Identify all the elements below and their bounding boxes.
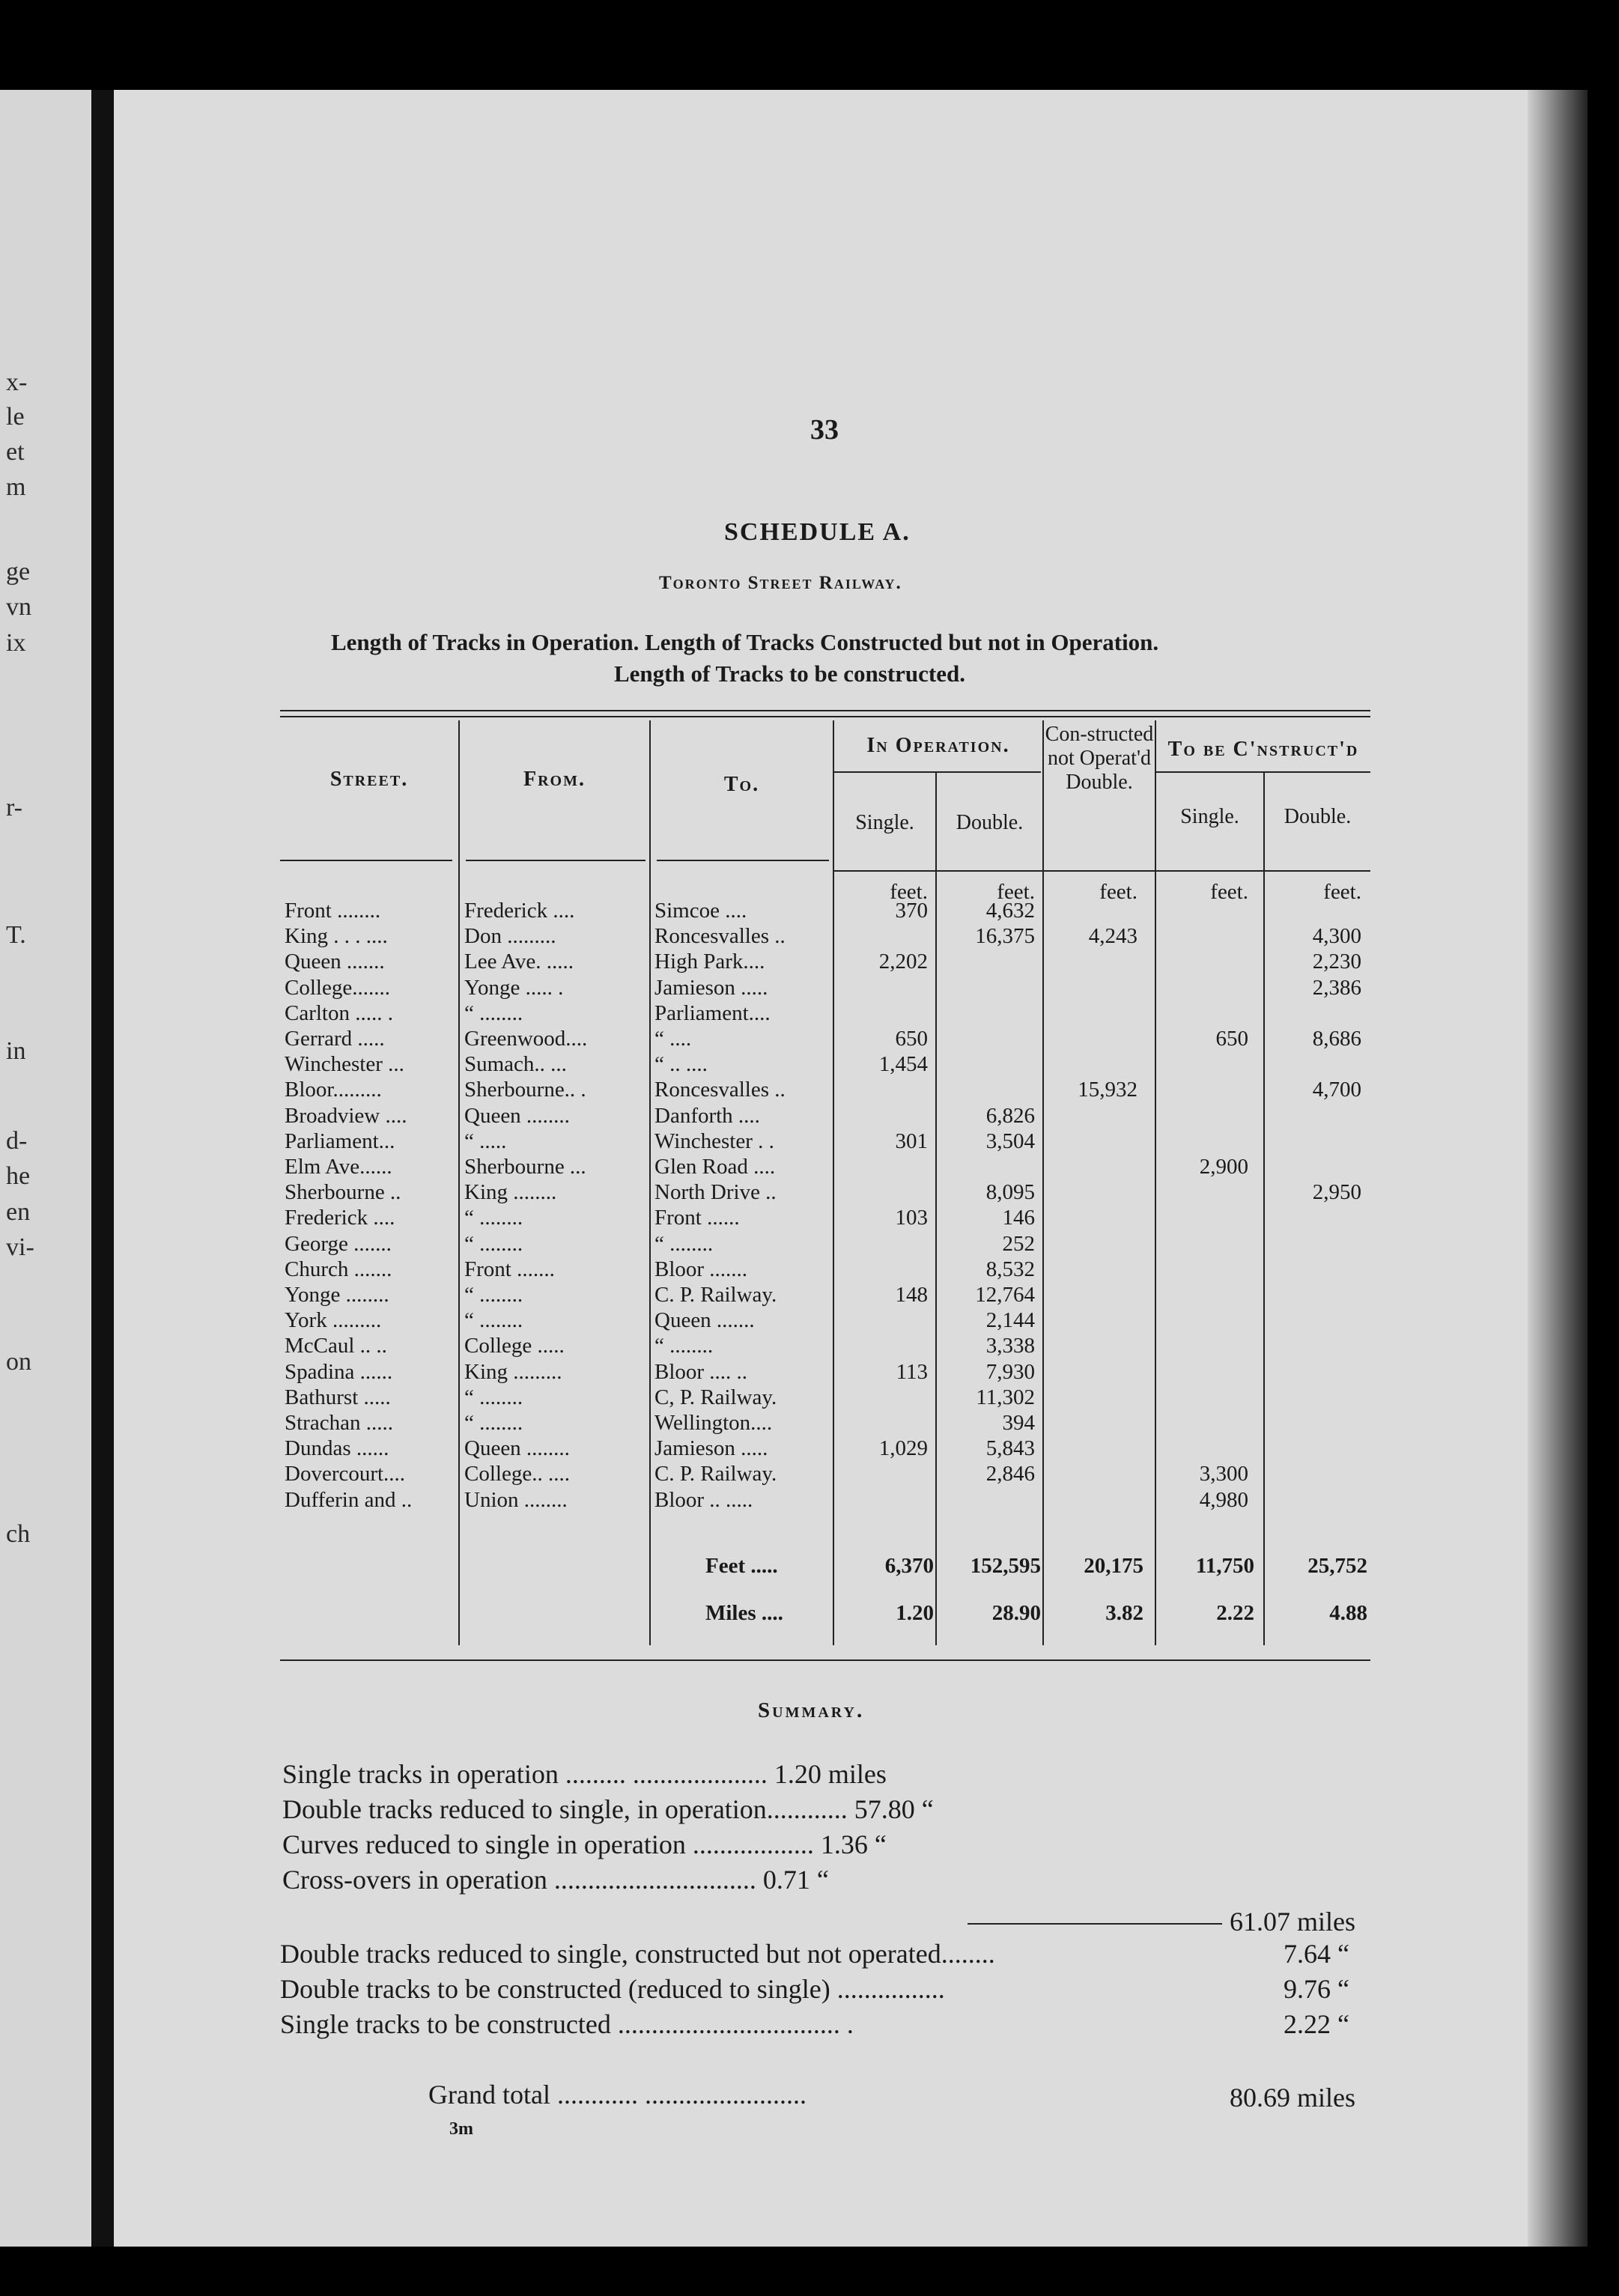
header-underline xyxy=(834,870,1370,872)
summary-line: Single tracks to be constructed ................................. . xyxy=(280,2009,854,2039)
cell-from: College ..... xyxy=(464,1334,565,1358)
cell-street: York ......... xyxy=(285,1308,382,1333)
header-from: From. xyxy=(523,768,586,791)
cell-single: 113 xyxy=(896,1359,928,1384)
cell-double: 3,504 xyxy=(985,1129,1035,1153)
cell-double: 252 xyxy=(1002,1231,1035,1256)
total-tb-double: 4.88 xyxy=(1329,1601,1367,1625)
cell-single: 1,454 xyxy=(878,1052,928,1077)
cell-constructed: 4,243 xyxy=(1088,924,1137,949)
header-underline xyxy=(657,860,829,861)
signature-mark: 3m xyxy=(449,2119,473,2139)
cell-from: Front ....... xyxy=(464,1257,555,1281)
cell-street: Church ....... xyxy=(285,1257,392,1281)
cell-double: 146 xyxy=(1002,1206,1035,1230)
table-top-rule xyxy=(280,710,1370,711)
facing-page-fragment: x- xyxy=(6,368,28,396)
cell-tb-single: 650 xyxy=(1215,1027,1248,1051)
unit-feet: feet. xyxy=(997,880,1035,904)
cell-tb-single: 4,980 xyxy=(1199,1487,1248,1512)
cell-single: 650 xyxy=(895,1027,928,1051)
summary-value: 7.64 “ xyxy=(1284,1939,1349,1969)
header-underline xyxy=(466,860,646,861)
cell-to: Bloor .... .. xyxy=(654,1359,748,1384)
cell-double: 394 xyxy=(1002,1411,1035,1435)
summary-line: Single tracks in operation ......... .................... 1.20 miles xyxy=(282,1759,887,1789)
cell-single: 103 xyxy=(895,1206,928,1230)
cell-from: “ ........ xyxy=(464,1206,523,1230)
cell-to: Winchester . . xyxy=(654,1129,774,1153)
facing-page-fragment: vn xyxy=(6,593,31,621)
cell-street: Carlton ..... . xyxy=(285,1000,393,1025)
cell-from: “ ........ xyxy=(464,1283,523,1307)
cell-from: “ ........ xyxy=(464,1385,523,1409)
cell-from: King ......... xyxy=(464,1359,562,1384)
cell-to: C. P. Railway. xyxy=(654,1283,777,1307)
cell-from: “ ........ xyxy=(464,1308,523,1333)
grand-total-value: 80.69 miles xyxy=(1230,2083,1355,2113)
summary-line: Curves reduced to single in operation .................. 1.36 “ xyxy=(282,1829,887,1859)
header-underline xyxy=(280,860,452,861)
cell-tb-double: 4,300 xyxy=(1312,924,1361,949)
cell-from: Sumach.. ... xyxy=(464,1052,567,1077)
cell-tb-double: 8,686 xyxy=(1312,1027,1361,1051)
cell-single: 1,029 xyxy=(878,1436,928,1461)
cell-from: Yonge ..... . xyxy=(464,975,564,1000)
cell-constructed: 15,932 xyxy=(1078,1078,1137,1102)
cell-to: “ ........ xyxy=(654,1334,714,1358)
cell-from: Queen ........ xyxy=(464,1436,570,1461)
cell-double: 8,095 xyxy=(985,1180,1035,1205)
header-to: To. xyxy=(723,773,760,796)
cell-double: 16,375 xyxy=(975,924,1035,949)
cell-to: Wellington.... xyxy=(654,1411,773,1435)
cell-single: 370 xyxy=(895,899,928,923)
cell-from: Queen ........ xyxy=(464,1103,570,1128)
header-single: Single. xyxy=(855,811,914,834)
cell-from: Sherbourne ... xyxy=(464,1155,586,1179)
summary-value: 9.76 “ xyxy=(1284,1974,1349,2004)
cell-to: Bloor .. ..... xyxy=(654,1487,753,1512)
cell-double: 8,532 xyxy=(985,1257,1035,1281)
total-constructed: 3.82 xyxy=(1105,1601,1143,1625)
cell-to: “ .... xyxy=(654,1027,692,1051)
cell-double: 7,930 xyxy=(985,1359,1035,1384)
facing-page-fragment: T. xyxy=(6,921,26,949)
cell-double: 5,843 xyxy=(985,1436,1035,1461)
cell-tb-double: 2,386 xyxy=(1312,975,1361,1000)
binding-gutter xyxy=(91,90,114,2247)
cell-to: Danforth .... xyxy=(654,1103,760,1128)
header-to-be-constructed: To be C'nstruct'd xyxy=(1167,738,1359,761)
facing-page-fragment: le xyxy=(6,403,25,431)
cell-double: 2,144 xyxy=(985,1308,1035,1333)
cell-from: “ ..... xyxy=(464,1129,507,1153)
summary-subtotal: 61.07 miles xyxy=(1230,1907,1355,1937)
unit-feet: feet. xyxy=(1099,880,1137,904)
subtotal-rule xyxy=(968,1923,1222,1925)
column-divider xyxy=(1042,720,1044,1645)
cell-to: C, P. Railway. xyxy=(654,1385,777,1409)
header-subrule xyxy=(1156,771,1370,773)
summary-line: Double tracks reduced to single, constructed but not operated........ xyxy=(280,1939,995,1969)
column-divider xyxy=(649,720,651,1645)
facing-page-fragment: he xyxy=(6,1162,31,1190)
cell-street: Elm Ave...... xyxy=(285,1155,392,1179)
cell-tb-double: 4,700 xyxy=(1312,1078,1361,1102)
cell-from: Lee Ave. ..... xyxy=(464,950,574,974)
cell-from: Don ......... xyxy=(464,924,556,949)
cell-to: North Drive .. xyxy=(654,1180,777,1205)
cell-street: Strachan ..... xyxy=(285,1411,393,1435)
cell-street: Front ........ xyxy=(285,899,381,923)
description-line-1: Length of Tracks in Operation. Length of Tracks Constructed but not in Operation. xyxy=(331,629,1159,655)
facing-page-fragment: ge xyxy=(6,558,31,586)
facing-page-edge xyxy=(0,90,91,2247)
cell-street: Bloor......... xyxy=(285,1078,382,1102)
column-divider xyxy=(458,720,460,1645)
unit-feet: feet. xyxy=(1323,880,1361,904)
cell-tb-double: 2,950 xyxy=(1312,1180,1361,1205)
cell-from: Greenwood.... xyxy=(464,1027,588,1051)
cell-street: King . . . .... xyxy=(285,924,388,949)
cell-to: “ ........ xyxy=(654,1231,714,1256)
cell-to: Roncesvalles .. xyxy=(654,1078,786,1102)
facing-page-fragment: et xyxy=(6,438,25,466)
cell-from: “ ........ xyxy=(464,1411,523,1435)
cell-street: McCaul .. .. xyxy=(285,1334,387,1358)
cell-street: Spadina ...... xyxy=(285,1359,393,1384)
header-constructed: Con-structed not Operat'd Double. xyxy=(1045,723,1154,794)
cell-from: College.. .... xyxy=(464,1462,570,1486)
header-tb-single: Single. xyxy=(1180,805,1239,828)
summary-value: 2.22 “ xyxy=(1284,2009,1349,2039)
cell-street: Gerrard ..... xyxy=(285,1027,385,1051)
cell-to: Bloor ....... xyxy=(654,1257,748,1281)
cell-to: Jamieson ..... xyxy=(654,975,768,1000)
cell-street: Parliament... xyxy=(285,1129,395,1153)
header-in-operation: In Operation. xyxy=(866,734,1010,757)
table-bottom-rule xyxy=(280,1659,1370,1661)
facing-page-fragment: ch xyxy=(6,1520,31,1548)
facing-page-fragment: in xyxy=(6,1037,26,1065)
cell-double: 6,826 xyxy=(985,1103,1035,1128)
total-tb-single: 2.22 xyxy=(1216,1601,1254,1625)
header-subrule xyxy=(834,771,1041,773)
summary-line: Double tracks reduced to single, in operation............ 57.80 “ xyxy=(282,1794,934,1824)
cell-single: 148 xyxy=(895,1283,928,1307)
cell-street: Queen ....... xyxy=(285,950,385,974)
page-edge-shadow xyxy=(1528,90,1588,2247)
facing-page-fragment: r- xyxy=(6,794,22,821)
cell-street: Winchester ... xyxy=(285,1052,404,1077)
unit-feet: feet. xyxy=(1210,880,1248,904)
totals-label: Feet ..... xyxy=(705,1554,778,1578)
header-street: Street. xyxy=(329,768,409,791)
column-divider xyxy=(833,720,834,1645)
cell-single: 2,202 xyxy=(878,950,928,974)
cell-to: Queen ....... xyxy=(654,1308,755,1333)
facing-page-fragment: ix xyxy=(6,629,26,657)
schedule-title: SCHEDULE A. xyxy=(724,518,911,546)
facing-page-fragment: on xyxy=(6,1348,31,1376)
cell-from: Union ........ xyxy=(464,1487,568,1512)
cell-from: King ........ xyxy=(464,1180,557,1205)
cell-to: Jamieson ..... xyxy=(654,1436,768,1461)
cell-double: 4,632 xyxy=(985,899,1035,923)
facing-page-fragment: d- xyxy=(6,1127,28,1155)
page-number: 33 xyxy=(810,414,839,446)
total-single: 6,370 xyxy=(884,1554,934,1578)
totals-label: Miles .... xyxy=(705,1601,783,1625)
total-tb-double: 25,752 xyxy=(1307,1554,1367,1578)
cell-tb-double: 2,230 xyxy=(1312,950,1361,974)
cell-from: “ ........ xyxy=(464,1231,523,1256)
cell-single: 301 xyxy=(895,1129,928,1153)
cell-double: 12,764 xyxy=(975,1283,1035,1307)
cell-street: Sherbourne .. xyxy=(285,1180,401,1205)
header-double: Double. xyxy=(956,811,1024,834)
description-line-2: Length of Tracks to be constructed. xyxy=(614,660,965,687)
summary-title: Summary. xyxy=(758,1698,865,1722)
cell-to: High Park.... xyxy=(654,950,765,974)
cell-double: 3,338 xyxy=(985,1334,1035,1358)
cell-tb-single: 3,300 xyxy=(1199,1462,1248,1486)
summary-line: Cross-overs in operation .............................. 0.71 “ xyxy=(282,1865,829,1895)
facing-page-fragment: en xyxy=(6,1198,31,1226)
document-subtitle: Toronto Street Railway. xyxy=(659,573,902,593)
cell-street: Broadview .... xyxy=(285,1103,407,1128)
facing-page-fragment: m xyxy=(6,473,26,501)
total-double: 152,595 xyxy=(970,1554,1041,1578)
header-tb-double: Double. xyxy=(1284,805,1352,828)
cell-to: Parliament.... xyxy=(654,1000,771,1025)
cell-to: “ .. .... xyxy=(654,1052,708,1077)
cell-street: Dovercourt.... xyxy=(285,1462,406,1486)
cell-from: “ ........ xyxy=(464,1000,523,1025)
total-double: 28.90 xyxy=(991,1601,1041,1625)
cell-street: Dundas ...... xyxy=(285,1436,389,1461)
table-top-rule-2 xyxy=(280,716,1370,717)
facing-page-fragment: vi- xyxy=(6,1233,34,1261)
cell-street: Yonge ........ xyxy=(285,1283,389,1307)
document-page xyxy=(114,90,1559,2247)
cell-street: Bathurst ..... xyxy=(285,1385,391,1409)
total-constructed: 20,175 xyxy=(1084,1554,1143,1578)
cell-to: C. P. Railway. xyxy=(654,1462,777,1486)
cell-double: 11,302 xyxy=(976,1385,1035,1409)
total-single: 1.20 xyxy=(896,1601,934,1625)
cell-double: 2,846 xyxy=(985,1462,1035,1486)
cell-street: Frederick .... xyxy=(285,1206,395,1230)
cell-to: Simcoe .... xyxy=(654,899,747,923)
cell-street: George ....... xyxy=(285,1231,392,1256)
grand-total-label: Grand total ............ ........................ xyxy=(428,2080,807,2110)
unit-feet: feet. xyxy=(890,880,928,904)
cell-to: Roncesvalles .. xyxy=(654,924,786,949)
cell-to: Glen Road .... xyxy=(654,1155,776,1179)
total-tb-single: 11,750 xyxy=(1195,1554,1254,1578)
summary-line: Double tracks to be constructed (reduced to single) ................ xyxy=(280,1974,945,2004)
cell-street: College....... xyxy=(285,975,390,1000)
cell-from: Sherbourne.. . xyxy=(464,1078,586,1102)
cell-to: Front ...... xyxy=(654,1206,740,1230)
cell-street: Dufferin and .. xyxy=(285,1487,413,1512)
cell-tb-single: 2,900 xyxy=(1199,1155,1248,1179)
cell-from: Frederick .... xyxy=(464,899,575,923)
